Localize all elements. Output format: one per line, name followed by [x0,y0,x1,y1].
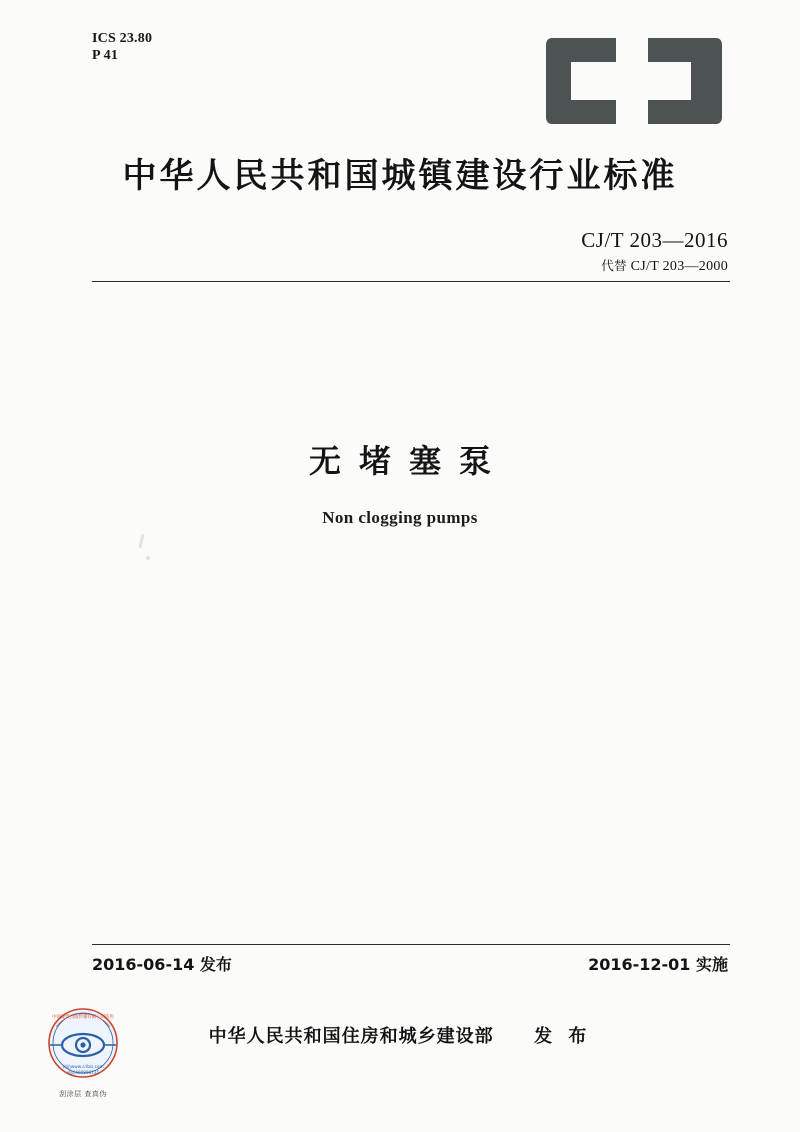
page-title: 中华人民共和国城镇建设行业标准 [122,156,678,196]
seal-top-text: 中国建筑出版传媒有限公司防伪 [52,1015,114,1020]
ics-code: ICS 23.80 [92,31,153,46]
implementation-date: 2016-12-01 实施 [588,955,728,974]
standard-number-block [581,228,728,275]
ics-code-block [92,30,152,64]
publisher-name: 中华人民共和国住房和城乡建设部 [208,1026,494,1047]
paper-speck [139,534,145,548]
replaces-line [581,256,728,275]
divider-top [92,281,730,282]
document-title-en: Non clogging pumps [322,508,478,527]
cj-logo-icon [544,36,724,126]
paper-speck [146,556,150,560]
divider-bottom [92,944,730,945]
issue-date: 2016-06-14 发布 [92,955,232,974]
anti-counterfeit-seal-icon [42,1005,124,1098]
publish-action: 发 布 [534,1026,592,1047]
document-title-zh: 无堵塞泵 [308,442,509,480]
replaces-number: CJ/T 203—2000 [630,259,728,274]
seal-url-line1: 网站www.cribis.com [62,1064,104,1069]
seal-url-line2: 或拨400800721 [66,1070,100,1075]
replaces-label: 代替 [601,258,627,273]
classification-code: P 41 [92,48,119,63]
seal-bottom-text: 刮涂层 查真伪 [59,1090,107,1098]
date-row [92,952,728,975]
standard-number: CJ/T 203—2016 [581,228,728,252]
